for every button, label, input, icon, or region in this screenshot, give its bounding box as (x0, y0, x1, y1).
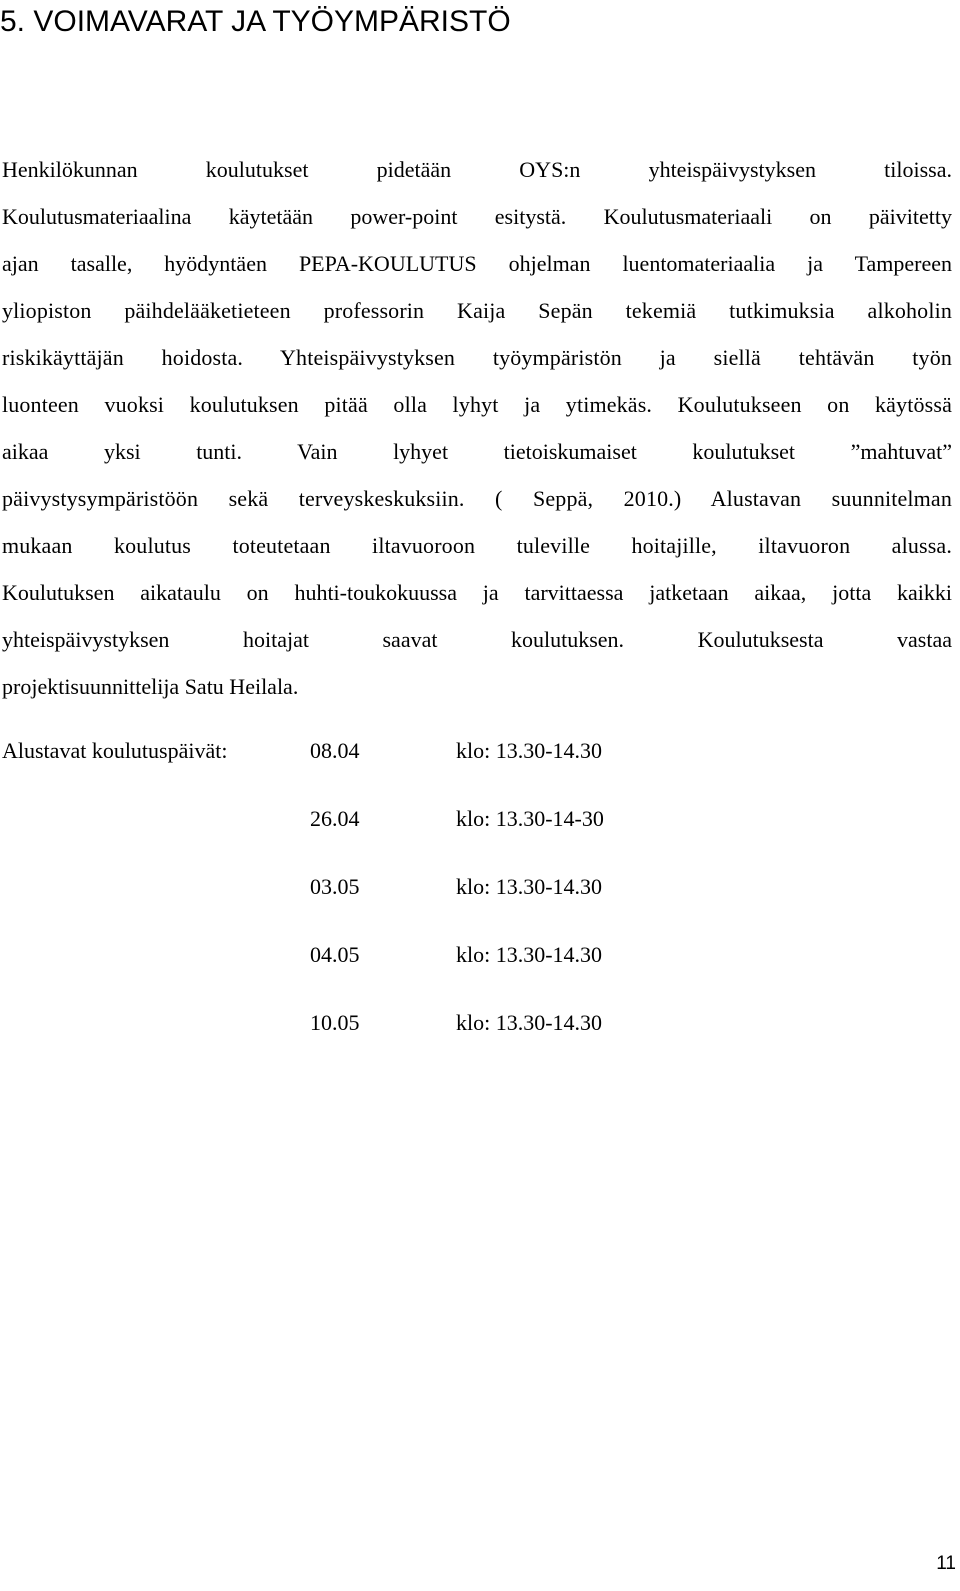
paragraph-line: aikaa yksi tunti. Vain lyhyet tietoiskumaiset koulutukset ”mahtuvat” (2, 439, 952, 464)
paragraph-line: mukaan koulutus toteutetaan iltavuoroon tuleville hoitajille, iltavuoron alussa. (2, 533, 952, 558)
schedule-time: klo: 13.30-14.30 (456, 1010, 603, 1035)
paragraph-line: yhteispäivystyksen hoitajat saavat koulutuksen. Koulutuksesta vastaa (2, 627, 952, 652)
schedule-time: klo: 13.30-14.30 (456, 738, 603, 763)
paragraph-line: yliopiston päihdelääketieteen professorin Kaija Sepän tekemiä tutkimuksia alkoholin (2, 298, 952, 323)
schedule-time: klo: 13.30-14.30 (456, 874, 603, 899)
schedule-label: Alustavat koulutuspäivät: (2, 738, 228, 763)
schedule-time: klo: 13.30-14-30 (456, 806, 604, 831)
paragraph-line: Koulutuksen aikataulu on huhti-toukokuussa ja tarvittaessa jatketaan aikaa, jotta kaikki (2, 580, 952, 605)
paragraph-line: projektisuunnittelija Satu Heilala. (2, 674, 299, 699)
paragraph-line: ajan tasalle, hyödyntäen PEPA-KOULUTUS ohjelman luentomateriaalia ja Tampereen (2, 251, 952, 276)
schedule-date: 10.05 (310, 1010, 360, 1035)
schedule-date: 26.04 (310, 806, 360, 831)
page-number: 11 (936, 1553, 956, 1574)
schedule-date: 03.05 (310, 874, 360, 899)
paragraph-line: riskikäyttäjän hoidosta. Yhteispäivystyksen työympäristön ja siellä tehtävän työn (2, 345, 952, 370)
paragraph-line: päivystysympäristöön sekä terveyskeskuksiin. ( Seppä, 2010.) Alustavan suunnitelman (2, 486, 952, 511)
schedule-time: klo: 13.30-14.30 (456, 942, 603, 967)
schedule-date: 04.05 (310, 942, 360, 967)
paragraph-line: luonteen vuoksi koulutuksen pitää olla lyhyt ja ytimekäs. Koulutukseen on käytössä (2, 392, 952, 417)
schedule-date: 08.04 (310, 738, 360, 763)
section-heading: 5. VOIMAVARAT JA TYÖYMPÄRISTÖ (0, 5, 511, 38)
paragraph-line: Henkilökunnan koulutukset pidetään OYS:n yhteispäivystyksen tiloissa. (2, 157, 952, 182)
paragraph-line: Koulutusmateriaalina käytetään power-point esitystä. Koulutusmateriaali on päivitetty (2, 204, 952, 229)
